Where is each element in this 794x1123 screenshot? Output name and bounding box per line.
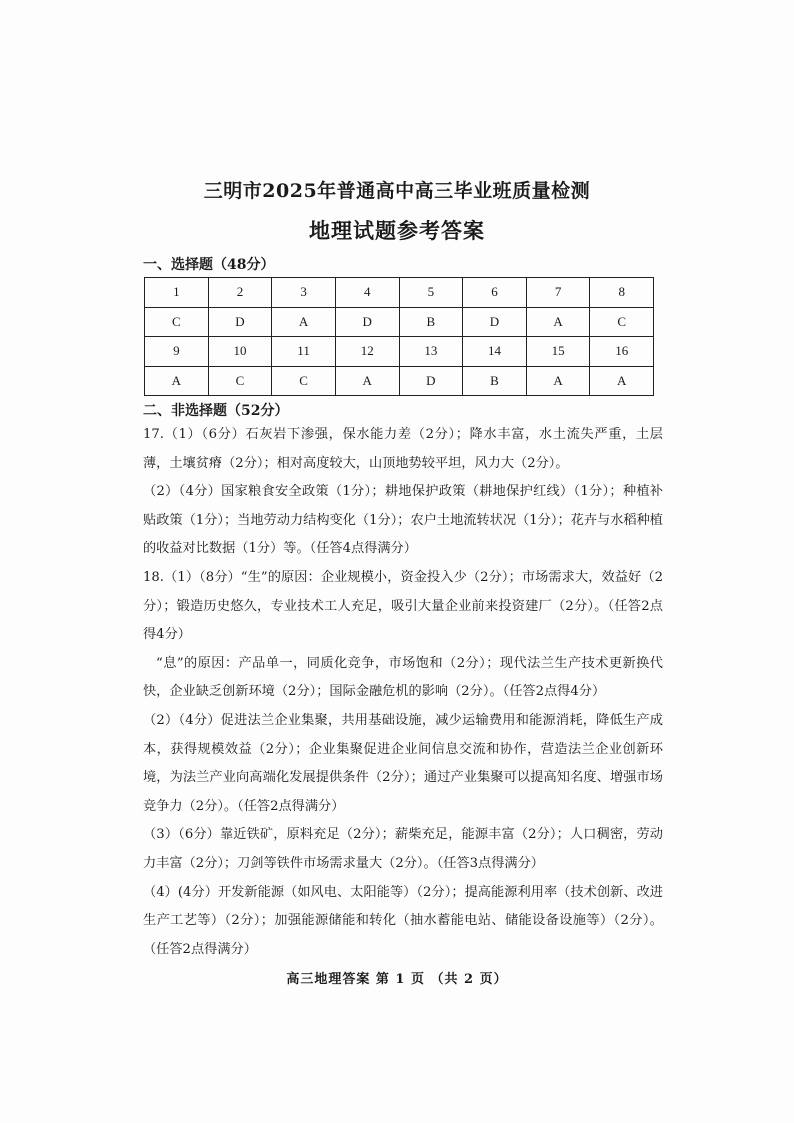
answer-paragraph-17-1: 17.（1）（6分）石灰岩下渗强，保水能力差（2分）；降水丰富，水土流失严重，土层薄，土壤贫瘠（2分）；相对高度较大，山顶地势较平坦，风力大（2分）。 [143,427,663,471]
table-cell: A [526,307,590,337]
table-cell: 12 [335,337,399,367]
table-cell: 11 [272,337,336,367]
table-cell: B [463,366,527,396]
table-cell: A [272,307,336,337]
table-cell: 6 [463,278,527,308]
table-cell: C [590,307,654,337]
page-footer: 高三地理答案 第 1 页 （共 2 页） [286,972,508,987]
table-cell: B [399,307,463,337]
answer-paragraph-18-2: （2）（4分）促进法兰企业集聚，共用基础设施，减少运输费用和能源消耗，降低生产成本，获得规模效益（2分）；企业集聚促进企业间信息交流和协作，营造法兰企业创新环境，为法兰产业向高端化发展提供条件（2分）；通过产业集聚可以提高知名度、增强市场竞争力（2分）。（任答2点得满分） [143,712,663,814]
table-cell: A [145,366,209,396]
table-cell: 14 [463,337,527,367]
answer-table [144,277,654,396]
table-cell: D [335,307,399,337]
table-cell: 10 [208,337,272,367]
table-cell: C [272,366,336,396]
table-cell: 1 [145,278,209,308]
answer-paragraph-18-1b: “息”的原因：产品单一，同质化竞争，市场饱和（2分）；现代法兰生产技术更新换代快，企业缺乏创新环境（2分）；国际金融危机的影响（2分）。（任答2点得4分） [143,655,663,700]
section2-heading: 二、非选择题（52分） [143,403,289,419]
table-cell: 13 [399,337,463,367]
answer-paragraph-17-2: （2）（4分）国家粮食安全政策（1分）；耕地保护政策（耕地保护红线）（1分）；种植补贴政策（1分）；当地劳动力结构变化（1分）；农户土地流转状况（1分）；花卉与水稻种植的收益对比数据（1分）等。（任答4点得满分） [143,484,663,557]
answer-paragraph-18-3: （3）（6分）靠近铁矿，原料充足（2分）；薪柴充足，能源丰富（2分）；人口稠密，劳动力丰富（2分）；刀剑等铁件市场需求量大（2分）。（任答3点得满分） [143,827,663,871]
table-cell: A [590,366,654,396]
table-row [145,307,654,337]
answer-paragraph-18-1: 18.（1）（8分）“生”的原因：企业规模小，资金投入少（2分）；市场需求大，效益好（2分）；锻造历史悠久，专业技术工人充足，吸引大量企业前来投资建厂（2分）。（任答2点得4分） [143,569,663,643]
answer-body [143,421,663,964]
table-cell: C [208,366,272,396]
table-cell: D [463,307,527,337]
table-cell: 16 [590,337,654,367]
table-cell: A [335,366,399,396]
table-cell: C [145,307,209,337]
document-subtitle: 地理试题参考答案 [309,218,485,243]
table-cell: 9 [145,337,209,367]
table-cell: 5 [399,278,463,308]
answer-paragraph-18-4: （4）(4分）开发新能源（如风电、太阳能等）（2分）；提高能源利用率（技术创新、改进生产工艺等）（2分）；加强能源储能和转化（抽水蓄能电站、储能设备设施等）（2分）。（任答2点得满分） [143,884,663,957]
table-cell: D [208,307,272,337]
table-cell: 15 [526,337,590,367]
document-title: 三明市2025年普通高中高三毕业班质量检测 [203,180,591,202]
section1-heading: 一、选择题（48分） [143,257,275,273]
table-cell: 8 [590,278,654,308]
table-cell: A [526,366,590,396]
table-cell: 4 [335,278,399,308]
table-row [145,278,654,308]
table-cell: 3 [272,278,336,308]
table-cell: D [399,366,463,396]
table-cell: 7 [526,278,590,308]
table-cell: 2 [208,278,272,308]
table-row [145,366,654,396]
table-row [145,337,654,367]
